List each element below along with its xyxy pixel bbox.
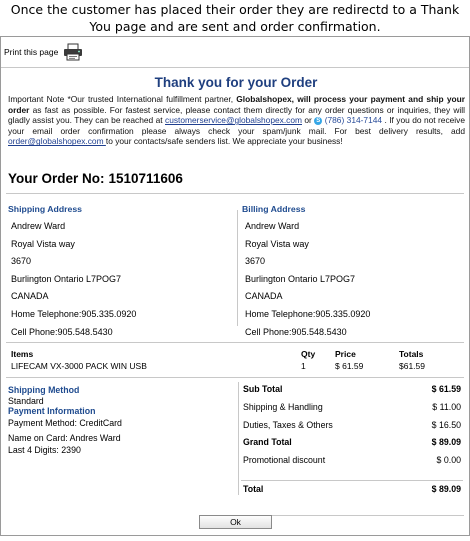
column-header-items: Items bbox=[11, 349, 34, 359]
total-row bbox=[243, 481, 461, 499]
name-on-card: Name on Card: Andres Ward bbox=[8, 432, 121, 443]
promo-row bbox=[243, 452, 461, 470]
order-number-value: 1510711606 bbox=[108, 171, 183, 186]
shipping-row bbox=[243, 399, 461, 417]
thank-you-window bbox=[0, 36, 470, 536]
address-line: Cell Phone:905.548.5430 bbox=[245, 326, 347, 337]
shipping-amount: $ 11.00 bbox=[432, 401, 461, 412]
address-line: Home Telephone:905.335.0920 bbox=[11, 308, 137, 319]
payment-method: Payment Method: CreditCard bbox=[8, 418, 122, 428]
order-email-link[interactable]: order@globalshopex.com bbox=[8, 136, 106, 147]
sub-total-row bbox=[243, 381, 461, 399]
printer-icon[interactable] bbox=[63, 43, 83, 61]
total-amount: $ 89.09 bbox=[431, 483, 461, 494]
card-last-digits: Last 4 Digits: 2390 bbox=[8, 445, 81, 456]
shipping-method-heading: Shipping Method bbox=[8, 385, 80, 395]
screenshot-caption: Once the customer has placed their order they are redirectd to a Thank You page and are sent and order confirmation. bbox=[10, 2, 460, 34]
address-line: Home Telephone:905.335.0920 bbox=[245, 308, 371, 319]
shipping-and-payment bbox=[8, 385, 122, 457]
item-price: $ 61.59 bbox=[335, 361, 364, 371]
divider bbox=[238, 382, 239, 495]
billing-address-heading: Billing Address bbox=[242, 204, 306, 214]
ok-button[interactable]: Ok bbox=[199, 515, 272, 529]
skype-icon[interactable]: S bbox=[316, 117, 321, 124]
divider bbox=[6, 377, 464, 378]
address-line: 3670 bbox=[11, 256, 32, 267]
address-line: Royal Vista way bbox=[11, 238, 75, 249]
duties-amount: $ 16.50 bbox=[431, 419, 461, 430]
payment-info-heading: Payment Information bbox=[8, 406, 96, 416]
print-this-page-link[interactable]: Print this page bbox=[4, 47, 59, 57]
order-totals bbox=[243, 381, 461, 499]
divider bbox=[237, 210, 238, 326]
note-text: Important Note *Our trusted International fulfillment partner, bbox=[8, 94, 237, 104]
table-row bbox=[11, 361, 463, 372]
item-name: LIFECAM VX-3000 PACK WIN USB bbox=[11, 361, 147, 371]
total-label: Total bbox=[243, 483, 264, 494]
order-number-label: Your Order No: bbox=[8, 171, 105, 186]
note-text: . If you do not receive your email order confirmation please always check your spam/junk mail. For best delivery results, add bbox=[8, 115, 465, 136]
divider bbox=[1, 67, 469, 68]
grand-total-amount: $ 89.09 bbox=[431, 437, 461, 448]
promo-label: Promotional discount bbox=[243, 455, 326, 466]
item-total: $61.59 bbox=[399, 361, 425, 371]
note-text: or bbox=[301, 115, 315, 126]
items-table bbox=[11, 349, 463, 372]
divider bbox=[6, 342, 464, 343]
grand-total-label: Grand Total bbox=[243, 437, 292, 448]
duties-label: Duties, Taxes & Others bbox=[243, 419, 333, 430]
shipping-method-value: Standard bbox=[8, 396, 44, 406]
address-line: Burlington Ontario L7POG7 bbox=[11, 273, 122, 284]
note-text: to your contacts/safe senders list. We appreciate your business! bbox=[105, 136, 343, 147]
item-qty: 1 bbox=[301, 361, 306, 371]
promo-amount: $ 0.00 bbox=[436, 455, 461, 466]
address-line: CANADA bbox=[245, 291, 283, 302]
divider bbox=[6, 193, 464, 194]
column-header-qty: Qty bbox=[301, 349, 316, 359]
note-text: as fast as possible. For fastest service, please contact them directly for any order questions or inquiries, they will gladly assist you. They can be reached at bbox=[8, 104, 465, 126]
column-header-price: Price bbox=[335, 349, 356, 359]
order-number-heading bbox=[8, 171, 183, 186]
note-partner: Globalshopex, will process your payment and ship your order bbox=[8, 94, 465, 115]
address-line: Andrew Ward bbox=[245, 221, 300, 231]
address-line: Royal Vista way bbox=[245, 238, 309, 249]
print-toolbar[interactable] bbox=[4, 43, 83, 61]
address-line: Andrew Ward bbox=[11, 221, 66, 231]
address-line: 3670 bbox=[245, 256, 266, 267]
sub-total-label: Sub Total bbox=[243, 384, 283, 394]
address-line: CANADA bbox=[11, 291, 49, 302]
shipping-address-heading: Shipping Address bbox=[8, 204, 83, 214]
column-header-totals: Totals bbox=[399, 349, 424, 359]
page-title: Thank you for your Order bbox=[154, 75, 318, 90]
address-line: Cell Phone:905.548.5430 bbox=[11, 326, 113, 337]
grand-total-row bbox=[243, 434, 461, 452]
billing-address bbox=[242, 204, 467, 341]
important-note bbox=[8, 94, 465, 147]
sub-total-amount: $ 61.59 bbox=[431, 384, 461, 394]
items-table-header bbox=[11, 349, 463, 360]
shipping-label: Shipping & Handling bbox=[243, 401, 323, 412]
shipping-address bbox=[8, 204, 233, 341]
skype-phone-link[interactable]: (786) 314-7144 bbox=[324, 115, 383, 126]
address-line: Burlington Ontario L7POG7 bbox=[245, 273, 356, 284]
customer-service-email-link[interactable]: customerservice@globalshopex.com bbox=[165, 115, 302, 126]
duties-row bbox=[243, 417, 461, 435]
